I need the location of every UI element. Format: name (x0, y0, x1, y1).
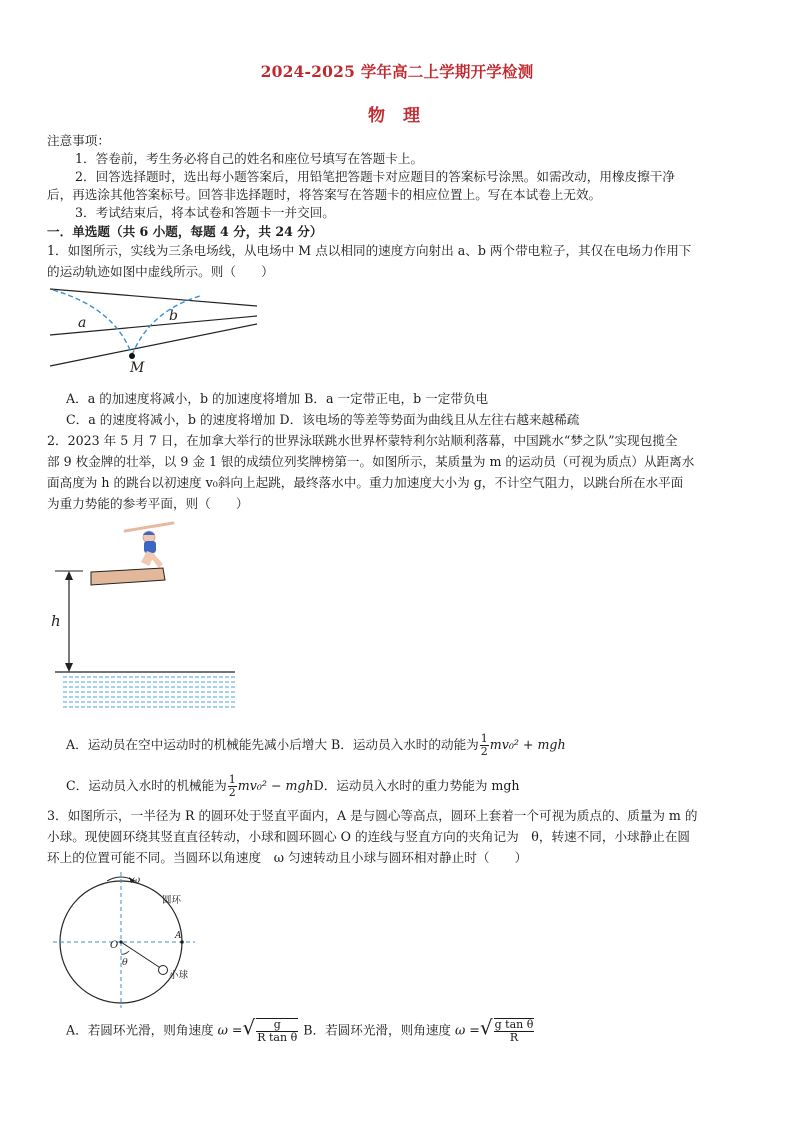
q2-diving-figure (45, 518, 245, 718)
q1-options-AB: A．a 的加速度将减小，b 的加速度将增加 B．a 一定带正电，b 一定带负电 (66, 391, 489, 406)
q2-stem-4: 为重力势能的参考平面，则（ ） (47, 496, 249, 511)
exam-title: 2024-2025 学年高二上学期开学检测 (260, 62, 534, 81)
notice-item-2-cont: 后，再选涂其他答案标号。回答非选择题时，将答案写在答题卡的相应位置上。写在本试卷上无效。 (47, 187, 602, 202)
label-A: A (175, 931, 182, 941)
trajectory-a (53, 290, 132, 355)
q3-stem-1: 3．如图所示，一半径为 R 的圆环处于竖直平面内，A 是与圆心等高点，圆环上套着一个可视为质点的、质量为 m 的 (47, 808, 698, 823)
q2-option-C-text: C．运动员入水时的机械能为 (66, 778, 227, 793)
q1-stem-1: 1．如图所示，实线为三条电场线，从电场中 M 点以相同的速度方向射出 a、b 两个带电粒子，其仅在电场力作用下 (47, 243, 692, 258)
q2-option-C-expr: mv₀² − mgh (237, 778, 314, 793)
one-half-fraction-2: $\frac{1}{2}$ (228, 773, 236, 799)
q3-option-B-frac: $\frac{\text{g tan θ}}{R}$ (494, 1018, 534, 1044)
label-M: M (130, 360, 145, 373)
ball (159, 966, 168, 975)
q3-options-AB (66, 1015, 535, 1044)
q1-field-figure (45, 283, 265, 373)
sqrt-icon-2: √ (479, 1015, 493, 1040)
q2-option-D-text: D．运动员入水时的重力势能为 mgh (313, 778, 520, 793)
sqrt-icon: √ (242, 1015, 256, 1040)
label-a: a (78, 315, 87, 331)
trajectory-b (132, 296, 200, 355)
label-b: b (169, 308, 178, 324)
center-O (119, 940, 122, 943)
label-O: O (110, 940, 119, 951)
notice-item-1: 1．答卷前，考生务必将自己的姓名和座位号填写在答题卡上。 (75, 151, 424, 166)
q1-stem-2: 的运动轨迹如图中虚线所示。则（ ） (47, 264, 274, 279)
q2-options-AB (66, 733, 566, 758)
one-half-fraction: $\frac{1}{2}$ (480, 732, 488, 758)
q3-option-A-text: A．若圆环光滑，则角速度 (66, 1022, 214, 1038)
q3-option-A-omega: ω = (217, 1022, 243, 1038)
point-M (129, 353, 135, 359)
q2-stem-3: 面高度为 h 的跳台以初速度 v₀斜向上起跳，最终落水中。重力加速度大小为 g，不计空气阻力，以跳台所在水平面 (47, 475, 684, 490)
q3-option-B-text: B．若圆环光滑，则角速度 (303, 1022, 452, 1038)
notice-heading: 注意事项： (47, 133, 110, 148)
label-ring: 圆环 (162, 895, 182, 906)
diver-icon (125, 523, 173, 568)
q2-option-B-expr: mv₀² + mgh (489, 737, 566, 752)
label-theta: θ (122, 957, 128, 968)
q3-ring-figure (45, 868, 215, 1010)
label-h: h (51, 612, 61, 630)
q2-stem-2: 部 9 枚金牌的壮举，以 9 金 1 银的成绩位列奖牌榜第一。如图所示，某质量为 m 的运动员（可视为质点）从距离水 (47, 454, 695, 469)
notice-item-2: 2．回答选择题时，选出每小题答案后，用铅笔把答题卡对应题目的答案标号涂黑。如需改动，用橡皮擦干净 (75, 169, 675, 184)
q3-stem-2: 小球。现使圆环绕其竖直直径转动，小球和圆环圆心 O 的连线与竖直方向的夹角记为 θ，转速不同，小球静止在圆 (47, 829, 691, 844)
subject-title: 物 理 (368, 106, 426, 126)
q1-options-CD: C．a 的速度将减小，b 的速度将增加 D．该电场的等差等势面为曲线且从左往右越来越稀疏 (66, 412, 580, 427)
field-line-top (50, 289, 257, 306)
q3-stem-3: 环上的位置可能不同。当圆环以角速度 ω 匀速转动且小球与圆环相对静止时（ ） (47, 850, 528, 865)
label-omega: ω (132, 875, 141, 886)
q3-option-B-omega: ω = (455, 1022, 480, 1038)
water-waves (63, 677, 235, 707)
q2-stem-1: 2．2023 年 5 月 7 日，在加拿大举行的世界泳联跳水世界杯蒙特利尔站顺利落幕，中国跳水“梦之队”实现包揽全 (47, 433, 678, 448)
q2-option-A-text: A．运动员在空中运动时的机械能先减小后增大 B．运动员入水时的动能为 (66, 737, 479, 752)
label-ball: 小球 (169, 970, 189, 981)
section-heading: 一．单选题（共 6 小题，每题 4 分，共 24 分） (47, 224, 323, 239)
q2-options-CD (66, 774, 520, 799)
q3-option-A-frac: $\frac{g}{\text{R tan θ}}$ (257, 1018, 298, 1044)
notice-item-3: 3．考试结束后，将本试卷和答题卡一并交回。 (75, 205, 335, 220)
diving-board (91, 568, 165, 585)
